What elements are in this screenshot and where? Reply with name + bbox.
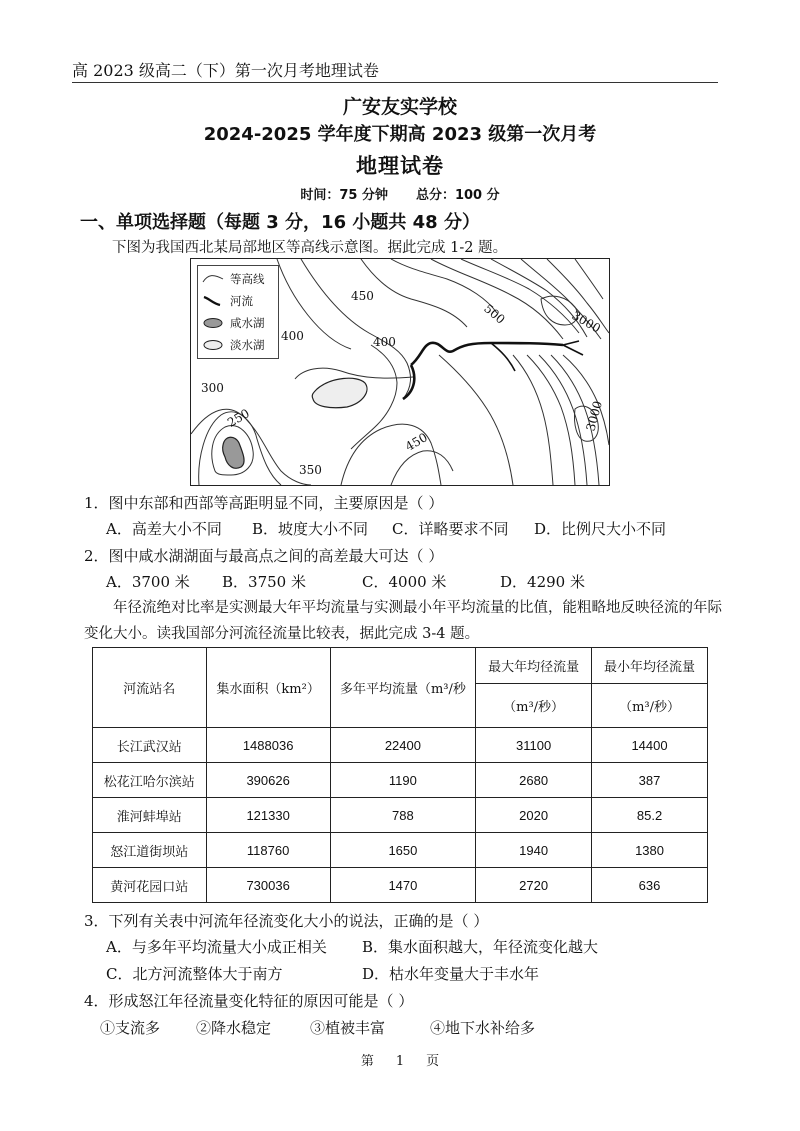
runoff-table	[92, 647, 708, 903]
section-title: 一、单项选择题（每题 3 分，16 小题共 48 分）	[80, 212, 480, 233]
contour-label: 350	[299, 463, 322, 477]
header-station: 河流站名	[93, 648, 207, 728]
header-max-flow: 最大年均径流量	[476, 648, 592, 684]
q2-option-a: A．3700 米	[106, 573, 190, 591]
table-row: 怒江道街坝站 118760 1650 1940 1380	[93, 833, 708, 868]
question-2: 2．图中咸水湖湖面与最高点之间的高差最大可达（ ）	[84, 547, 444, 565]
exam-info	[0, 184, 800, 203]
legend-river: 河流	[202, 292, 253, 310]
q3-option-b: B．集水面积越大，年径流变化越大	[362, 938, 599, 956]
contour-label: 300	[201, 381, 224, 395]
contour-label: 3000	[583, 399, 605, 433]
section-intro: 下图为我国西北某局部地区等高线示意图。据此完成 1-2 题。	[112, 240, 508, 256]
contour-label: 500	[481, 301, 508, 327]
table-row: 长江武汉站 1488036 22400 31100 14400	[93, 728, 708, 763]
legend-salt-lake: 咸水湖	[202, 314, 265, 332]
q4-option-1: ①支流多	[100, 1019, 161, 1037]
contour-label: 450	[351, 289, 374, 303]
contour-label: 3000	[569, 308, 604, 336]
q3-option-a: A．与多年平均流量大小成正相关	[106, 938, 327, 956]
header-divider	[72, 82, 718, 83]
contour-label: 450	[403, 430, 430, 454]
q1-option-c: C．详略要求不同	[392, 520, 509, 538]
question-3: 3．下列有关表中河流年径流变化大小的说法，正确的是（ ）	[84, 912, 489, 930]
table-header-row	[93, 648, 708, 684]
q2-option-b: B．3750 米	[222, 573, 306, 591]
freshwater-lake-icon	[202, 339, 224, 351]
header-max-unit: （m³/秒）	[476, 684, 592, 728]
q4-option-2: ②降水稳定	[196, 1019, 272, 1037]
header-min-flow: 最小年均径流量	[592, 648, 708, 684]
legend-freshwater-lake: 淡水湖	[202, 336, 265, 354]
salt-lake-icon	[202, 317, 224, 329]
total-score: 总分：100 分	[415, 188, 500, 203]
contour-label: 400	[373, 335, 396, 349]
header-mean-flow: 多年平均流量（m³/秒	[330, 648, 476, 728]
q1-option-b: B．坡度大小不同	[252, 520, 369, 538]
q2-option-c: C．4000 米	[362, 573, 447, 591]
table-row: 黄河花园口站 730036 1470 2720 636	[93, 868, 708, 903]
q3-option-c: C．北方河流整体大于南方	[106, 965, 283, 983]
q3-option-d: D．枯水年变量大于丰水年	[362, 965, 540, 983]
time-limit: 时间：75 分钟	[300, 188, 388, 203]
table-row: 淮河蚌埠站 121330 788 2020 85.2	[93, 798, 708, 833]
contour-label: 250	[225, 406, 252, 430]
q2-option-d: D．4290 米	[500, 573, 585, 591]
page-footer: 第 1 页	[360, 1054, 440, 1069]
page-title: 地理试卷	[356, 154, 444, 178]
running-header: 高 2023 级高二（下）第一次月考地理试卷	[72, 61, 379, 80]
contour-map	[190, 258, 610, 486]
passage-text: 年径流绝对比率是实测最大年平均流量与实测最小年平均流量的比值，能粗略地反映径流的年际变化大小。读我国部分河流径流量比较表，据此完成 3-4 题。	[84, 600, 722, 642]
legend-contour: 等高线	[202, 270, 265, 288]
question-1: 1．图中东部和西部等高距明显不同，主要原因是（ ）	[84, 494, 444, 512]
q4-option-3: ③植被丰富	[310, 1019, 386, 1037]
header-min-unit: （m³/秒）	[592, 684, 708, 728]
map-legend	[197, 265, 279, 359]
contour-label: 400	[281, 329, 304, 343]
header-area: 集水面积（km²）	[206, 648, 330, 728]
q1-option-d: D．比例尺大小不同	[534, 520, 667, 538]
page-number: 1	[395, 1054, 405, 1069]
river-icon	[202, 295, 224, 307]
contour-line-icon	[202, 274, 224, 284]
question-4: 4．形成怒江年径流量变化特征的原因可能是（ ）	[84, 992, 414, 1010]
school-name: 广安友实学校	[342, 96, 457, 118]
exam-name: 2024-2025 学年度下期高 2023 级第一次月考	[203, 124, 597, 145]
table-row: 松花江哈尔滨站 390626 1190 2680 387	[93, 763, 708, 798]
q4-option-4: ④地下水补给多	[430, 1019, 536, 1037]
q1-option-a: A．高差大小不同	[106, 520, 222, 538]
